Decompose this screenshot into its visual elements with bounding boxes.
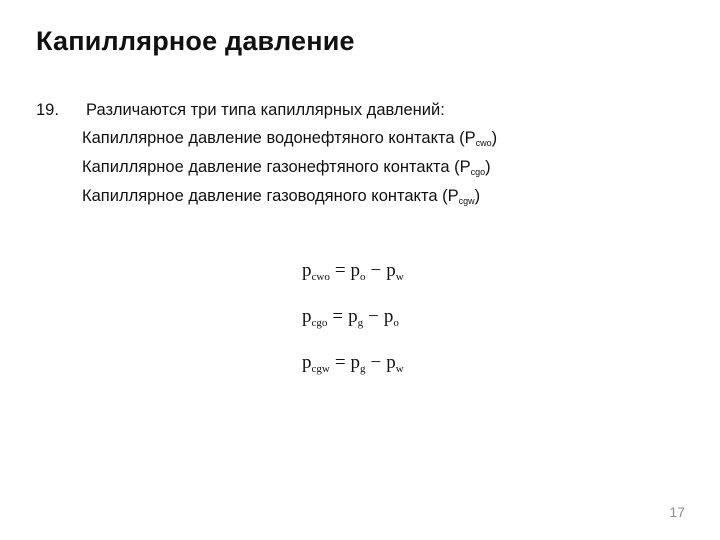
eq-equals: = [332,306,344,327]
eq-lhs-subscript: cwo [311,271,330,283]
eq-lhs: p [302,306,312,327]
eq-lhs-subscript: cgo [311,317,328,329]
pressure-type-item [82,124,497,153]
pressure-type-subscript: cwo [475,138,492,148]
page-number: 17 [669,504,685,520]
eq-term-b: p [386,260,396,281]
eq-term-b: p [383,306,394,327]
eq-lhs: p [302,352,312,373]
equations-block [302,256,404,394]
pressure-type-text: Капиллярное давление газонефтяного контакта (P [82,158,471,176]
pressure-type-close: ) [485,158,491,176]
intro-text: Различаются три типа капиллярных давлений: [86,101,445,119]
eq-term-a-subscript: o [360,271,366,283]
eq-term-a-subscript: g [360,363,366,375]
pressure-type-subscript: cgo [470,167,486,177]
eq-term-a-subscript: g [357,317,364,329]
eq-term-b-subscript: o [393,317,399,329]
eq-minus: − [370,260,382,281]
eq-lhs: p [302,260,312,281]
eq-term-b-subscript: w [395,271,404,283]
slide-title: Капиллярное давление [36,26,355,56]
eq-minus: − [370,352,382,373]
eq-term-b: p [386,352,396,373]
pressure-type-text: Капиллярное давление водонефтяного контакта (P [82,129,476,147]
pressure-type-close: ) [474,187,481,205]
equation [302,256,404,302]
equation [302,348,404,394]
pressure-type-item [82,153,497,182]
item-number: 19. [36,101,59,119]
eq-lhs-subscript: cgw [311,363,330,375]
eq-term-a: p [348,306,358,327]
eq-equals: = [334,260,346,281]
pressure-type-text: Капиллярное давление газоводяного контакта (P [82,187,459,205]
pressure-type-close: ) [491,129,498,147]
eq-equals: = [334,352,346,373]
eq-term-b-subscript: w [395,363,404,375]
eq-minus: − [368,306,379,327]
pressure-type-item [82,182,497,211]
intro-line [36,96,445,124]
eq-term-a: p [350,260,361,281]
eq-term-a: p [350,352,361,373]
equation [302,302,404,348]
pressure-type-subscript: cgw [458,196,475,206]
pressure-types-list [82,124,497,211]
